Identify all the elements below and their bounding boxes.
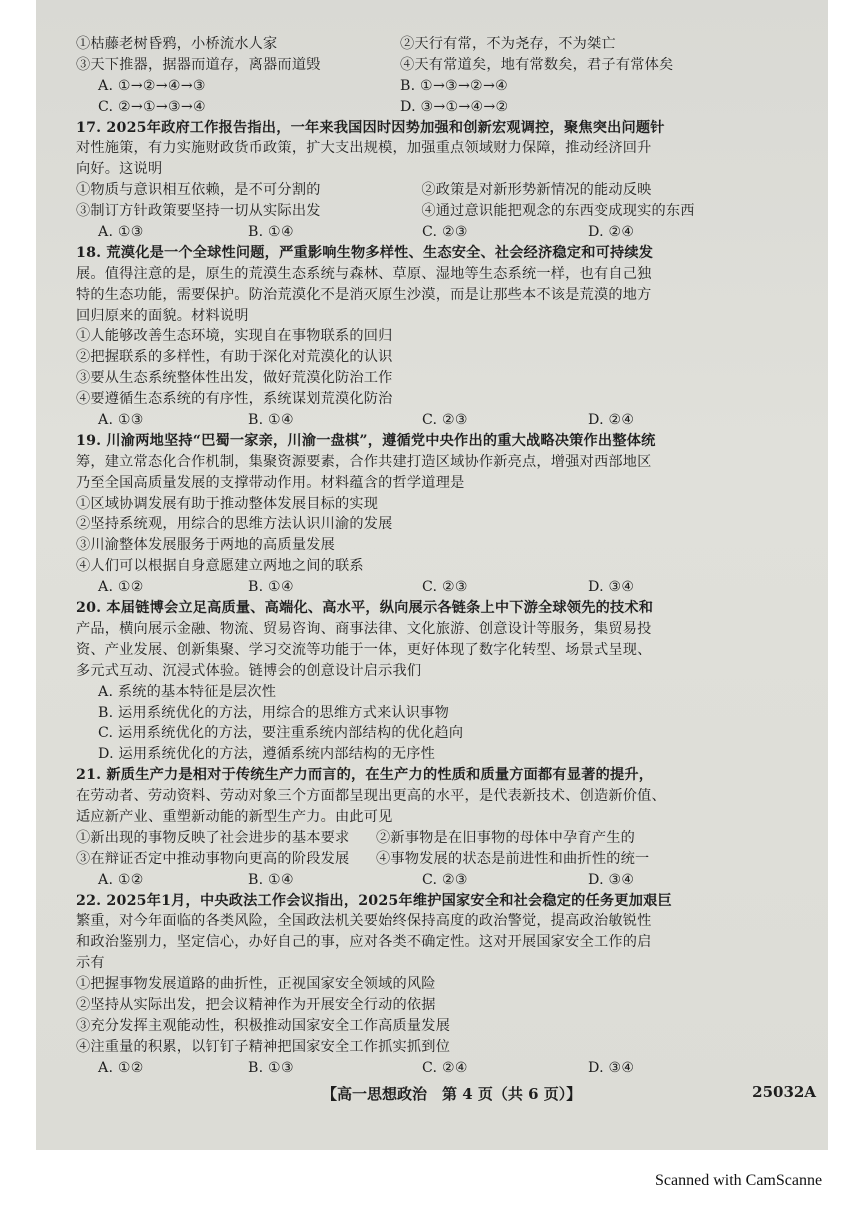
- q17-statements-row2: [76, 201, 816, 222]
- q21-statements-row1: [76, 828, 816, 849]
- q16-statement-3: ③天下推器，据器而道存，离器而道毁: [76, 56, 321, 73]
- q18-option-d[interactable]: D. ②④: [588, 412, 635, 429]
- q22-statement-1: ①把握事物发展道路的曲折性，正视国家安全领域的风险: [76, 976, 436, 993]
- q16-statement-2: ②天行有常，不为尧存，不为桀亡: [400, 36, 616, 52]
- q19-option-a[interactable]: A. ①②: [98, 579, 144, 596]
- q21-statement-2: ②新事物是在旧事物的母体中孕育产生的: [376, 829, 635, 846]
- q21-option-a[interactable]: A. ①②: [98, 871, 144, 888]
- q22-statement-3: ③充分发挥主观能动性，积极推动国家安全工作高质量发展: [76, 1017, 451, 1034]
- q16-option-a[interactable]: A. ①→②→④→③: [98, 77, 206, 94]
- q16-statements-row1: [76, 34, 816, 55]
- q21-stem-line-3: 适应新产业、重塑新动能的新型生产力。由此可见: [76, 808, 393, 825]
- q22-stem-line-4: 示有: [76, 955, 105, 972]
- q22-statement-2: ②坚持从实际出发，把会议精神作为开展安全行动的依据: [76, 996, 436, 1013]
- q21-statement-1: ①新出现的事物反映了社会进步的基本要求: [76, 829, 350, 846]
- q17-stem-line-2: 对性施策，有力实施财政货币政策，扩大支出规模，加强重点领域财力保障，推动经济回升: [76, 140, 652, 157]
- q20-stem-line-1: 20. 本届链博会立足高质量、高端化、高水平，纵向展示各链条上中下游全球领先的技术和: [76, 600, 654, 617]
- q22-stem-line-3: 和政治鉴别力，坚定信心，办好自己的事，应对各类不确定性。这对开展国家安全工作的启: [76, 934, 652, 951]
- q19-stem-line-3: 乃至全国高质量发展的支撑带动作用。材料蕴含的哲学道理是: [76, 474, 465, 491]
- q19-statement-2: ②坚持系统观，用综合的思维方法认识川渝的发展: [76, 516, 393, 533]
- q21-option-c[interactable]: C. ②③: [422, 871, 468, 888]
- q16-option-b[interactable]: B. ①→③→②→④: [400, 77, 508, 94]
- q18-statement-3: ③要从生态系统整体性出发，做好荒漠化防治工作: [76, 370, 393, 387]
- q22-option-b[interactable]: B. ①③: [248, 1059, 294, 1076]
- q18-stem-line-2: 展。值得注意的是，原生的荒漠生态系统与森林、草原、湿地等生态系统一样，也有自己独: [76, 265, 652, 282]
- camscanner-watermark: Scanned with CamScanne: [655, 1172, 823, 1189]
- q16-statements-row2: [76, 55, 816, 76]
- exam-code: 25032A: [752, 1083, 816, 1101]
- q18-stem-line-1: 18. 荒漠化是一个全球性问题，严重影响生物多样性、生态安全、社会经济稳定和可持续发: [76, 244, 654, 261]
- q18-option-a[interactable]: A. ①③: [98, 412, 144, 429]
- q16-statement-1: ①枯藤老树昏鸦，小桥流水人家: [76, 36, 278, 52]
- q17-stem-line-1: 17. 2025年政府工作报告指出，一年来我国因时因势加强和创新宏观调控，聚焦突出问题针: [76, 119, 665, 136]
- q20-stem-line-4: 多元式互动、沉浸式体验。链博会的创意设计启示我们: [76, 662, 422, 679]
- q21-statements-row2: [76, 849, 816, 870]
- q17-statements-row1: [76, 180, 816, 201]
- q22-options: [76, 1058, 816, 1079]
- q17-option-d[interactable]: D. ②④: [588, 224, 635, 241]
- q21-stem-line-2: 在劳动者、劳动资料、劳动对象三个方面都呈现出更高的水平，是代表新技术、创造新价值、: [76, 788, 666, 805]
- q18-option-b[interactable]: B. ①④: [248, 412, 294, 429]
- q21-option-b[interactable]: B. ①④: [248, 871, 294, 888]
- q19-option-c[interactable]: C. ②③: [422, 579, 468, 596]
- q18-stem-line-4: 回归原来的面貌。材料说明: [76, 307, 249, 324]
- q18-options: [76, 410, 816, 431]
- q19-stem-line-1: 19. 川渝两地坚持“巴蜀一家亲，川渝一盘棋”，遵循党中央作出的重大战略决策作出整体统: [76, 432, 656, 449]
- q18-option-c[interactable]: C. ②③: [422, 412, 468, 429]
- q22-stem-line-2: 繁重，对今年面临的各类风险，全国政法机关要始终保持高度的政治警觉，提高政治敏锐性: [76, 913, 652, 930]
- scanned-page: [36, 0, 828, 1150]
- q21-options: [76, 870, 816, 891]
- q18-stem-line-3: 特的生态功能，需要保护。防治荒漠化不是消灭原生沙漠，而是让那些本不该是荒漠的地方: [76, 286, 652, 303]
- q19-options: [76, 577, 816, 598]
- q21-option-d[interactable]: D. ③④: [588, 871, 635, 888]
- q19-option-b[interactable]: B. ①④: [248, 579, 294, 596]
- q19-statement-4: ④人们可以根据自身意愿建立两地之间的联系: [76, 558, 364, 575]
- q16-option-c[interactable]: C. ②→①→③→④: [98, 98, 206, 115]
- q20-option-a[interactable]: A. 系统的基本特征是层次性: [98, 683, 277, 700]
- q17-option-b[interactable]: B. ①④: [248, 224, 294, 241]
- q17-statement-3: ③制订方针政策要坚持一切从实际出发: [76, 203, 321, 220]
- q16-options-row2: [76, 97, 816, 118]
- q20-stem-line-2: 产品，横向展示金融、物流、贸易咨询、商事法律、文化旅游、创意设计等服务，集贸易投: [76, 620, 652, 637]
- q19-option-d[interactable]: D. ③④: [588, 579, 635, 596]
- q21-stem-line-1: 21. 新质生产力是相对于传统生产力而言的，在生产力的性质和质量方面都有显著的提升，: [76, 767, 654, 784]
- q18-statement-2: ②把握联系的多样性，有助于深化对荒漠化的认识: [76, 349, 393, 366]
- q22-statement-4: ④注重量的积累，以钉钉子精神把国家安全工作抓实抓到位: [76, 1038, 451, 1055]
- q18-statement-1: ①人能够改善生态环境，实现自在事物联系的回归: [76, 328, 393, 345]
- q21-statement-4: ④事物发展的状态是前进性和曲折性的统一: [376, 850, 650, 867]
- q20-option-c[interactable]: C. 运用系统优化的方法，要注重系统内部结构的优化趋向: [98, 725, 464, 742]
- question-content: [76, 34, 816, 1079]
- q19-statement-3: ③川渝整体发展服务于两地的高质量发展: [76, 537, 335, 554]
- q17-option-a[interactable]: A. ①③: [98, 224, 144, 241]
- q22-option-c[interactable]: C. ②④: [422, 1059, 468, 1076]
- q17-statement-2: ②政策是对新形势新情况的能动反映: [421, 182, 652, 199]
- q16-options-row1: [76, 76, 816, 97]
- q16-statement-4: ④天有常道矣，地有常数矣，君子有常体矣: [400, 56, 674, 73]
- page-number: 【高一思想政治 第 4 页（共 6 页）】: [322, 1085, 582, 1103]
- q17-stem-line-3: 向好。这说明: [76, 161, 163, 178]
- q18-statement-4: ④要遵循生态系统的有序性，系统谋划荒漠化防治: [76, 391, 393, 408]
- q17-statement-4: ④通过意识能把观念的东西变成现实的东西: [421, 203, 695, 220]
- q17-options: [76, 222, 816, 243]
- q22-option-a[interactable]: A. ①②: [98, 1059, 144, 1076]
- q21-statement-3: ③在辩证否定中推动事物向更高的阶段发展: [76, 850, 350, 867]
- q22-option-d[interactable]: D. ③④: [588, 1059, 635, 1076]
- q22-stem-line-1: 22. 2025年1月，中央政法工作会议指出，2025年维护国家安全和社会稳定的任务更加艰巨: [76, 892, 672, 909]
- q20-option-b[interactable]: B. 运用系统优化的方法，用综合的思维方式来认识事物: [98, 704, 449, 721]
- q20-option-d[interactable]: D. 运用系统优化的方法，遵循系统内部结构的无序性: [98, 746, 436, 763]
- q16-option-d[interactable]: D. ③→①→④→②: [400, 98, 509, 115]
- q17-option-c[interactable]: C. ②③: [422, 224, 468, 241]
- q19-stem-line-2: 筹，建立常态化合作机制，集聚资源要素，合作共建打造区域协作新亮点，增强对西部地区: [76, 453, 652, 470]
- q17-statement-1: ①物质与意识相互依赖，是不可分割的: [76, 182, 321, 199]
- q19-statement-1: ①区域协调发展有助于推动整体发展目标的实现: [76, 495, 379, 512]
- q20-stem-line-3: 资、产业发展、创新集聚、学习交流等功能于一体，更好体现了数字化转型、场景式呈现、: [76, 641, 652, 658]
